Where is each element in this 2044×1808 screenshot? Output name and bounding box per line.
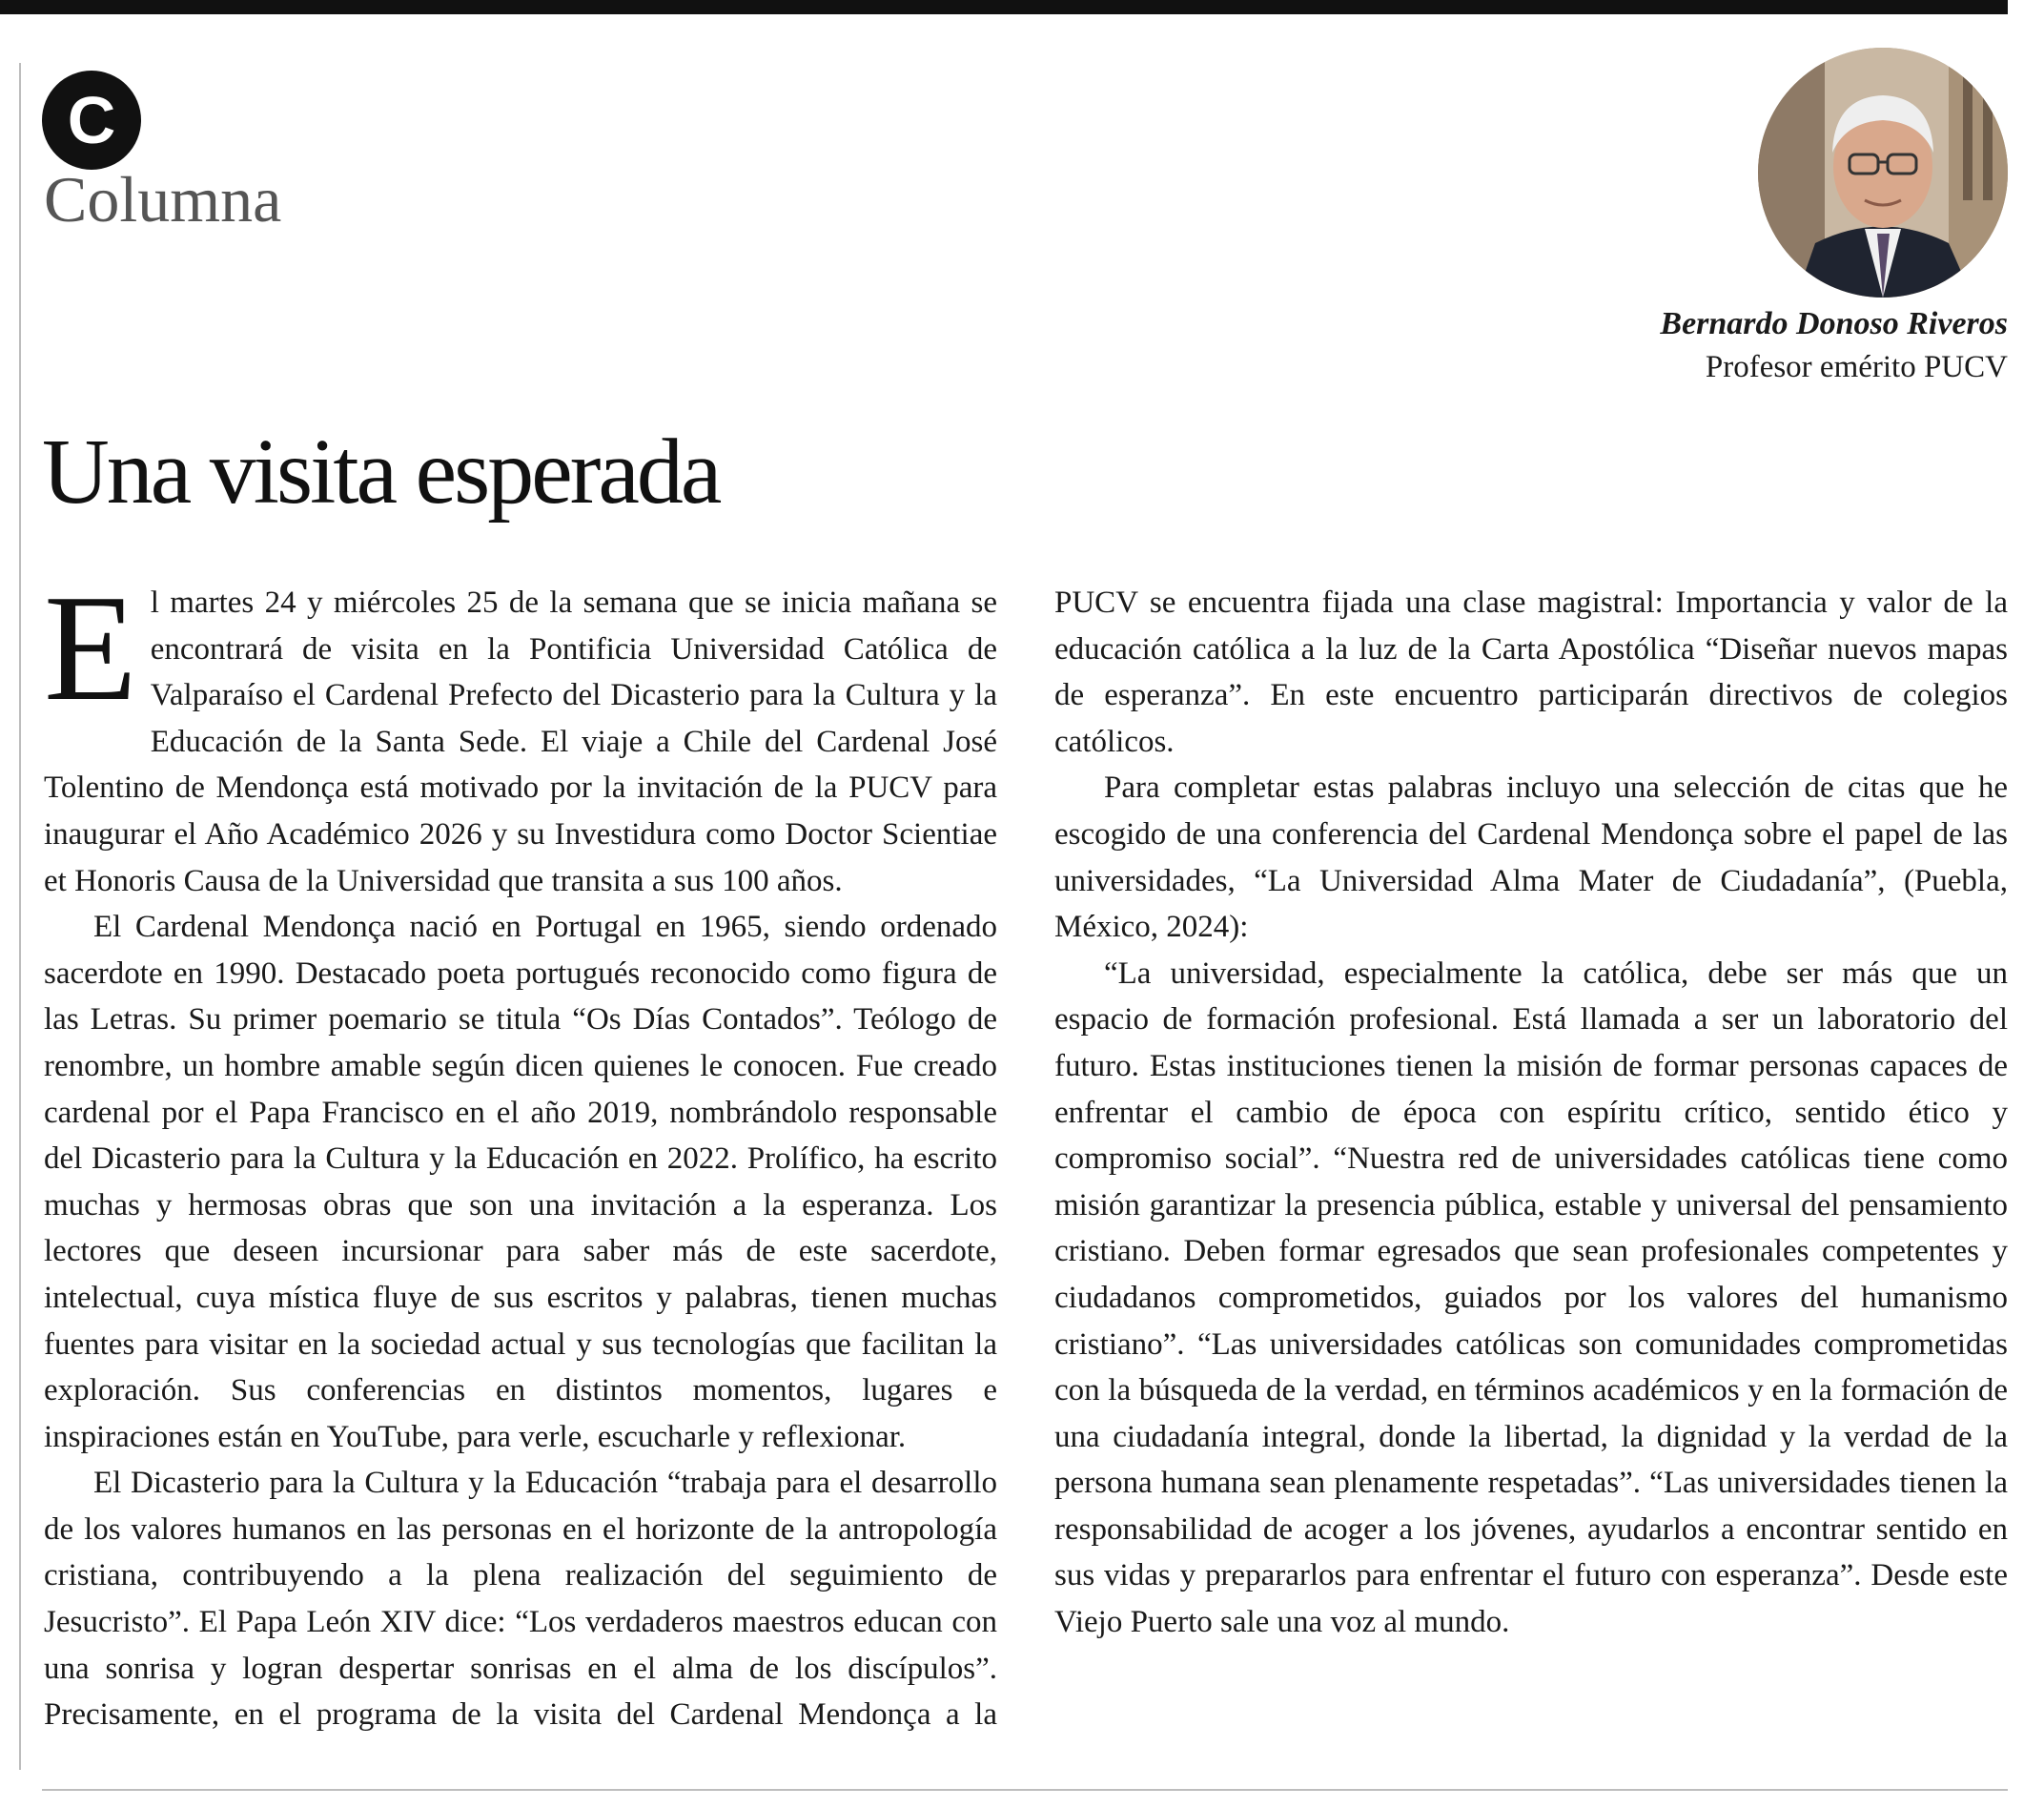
author-portrait-icon [1758, 48, 2008, 298]
author-byline [1660, 303, 2008, 389]
author-role: Profesor emérito PUCV [1705, 350, 2008, 385]
article-paragraph-5: “La universidad, especialmente la católica, debe ser más que un espacio de formación profesional. Está llamada a ser un laboratorio del futuro. Estas instituciones tienen la misión de formar personas capaces de enfrentar el cambio de época con espíritu crítico, sentido ético y compromiso social”. “Nuestra red de universidades católicas tiene como misión garantizar la presencia pública, estable y universal del pensamiento cristiano. Deben formar egresados que sean profesionales competentes y ciudadanos comprometidos, guiados por los valores del humanismo cristiano”. “Las universidades católicas son comunidades comprometidas con la búsqueda de la verdad, en términos académicos y en la formación de una ciudadanía integral, donde la libertad, la dignidad y la verdad de la persona humana sean plenamente respetadas”. “Las universidades tienen la responsabilidad de acoger a los jóvenes, ayudarlos a encontrar sentido en sus vidas y prepararlos para enfrentar el futuro con esperanza”. Desde este Viejo Puerto sale una voz al mundo. [1054, 955, 2008, 1640]
article-paragraph-1 [44, 563, 997, 904]
left-column-rule [19, 63, 21, 1770]
paragraph-text: l martes 24 y miércoles 25 de la semana que se inicia mañana se encontrará de visita en la Pontificia Universidad Católica de Valparaíso el Cardenal Prefecto del Dicasterio para la Cultura y la Educación de la Santa Sede. El viaje a Chile del Cardenal José Tolentino de Mendonça está motivado por la invitación de la PUCV para inaugurar el Año Académico 2026 y su Investidura como Doctor Scientiae et Honoris Causa de la Universidad que transita a sus 100 años. [44, 586, 997, 898]
section-badge-icon [42, 71, 141, 170]
article-body [44, 563, 2008, 1781]
article-paragraph-4: Para completar estas palabras incluyo una selección de citas que he escogido de una conferencia del Cardenal Mendonça sobre el papel de las universidades, “La Universidad Alma Mater de Ciudadanía”, (Puebla, México, 2024): [1054, 770, 2008, 945]
section-badge-letter: C [67, 83, 116, 157]
section-label: Columna [44, 163, 282, 236]
drop-cap: E [44, 563, 137, 732]
article-headline: Una visita esperada [42, 421, 720, 524]
article-paragraph-3: El Dicasterio para la Cultura y la Educación “trabaja para el desarrollo de los valores humanos en las personas en el horizonte de la antropología cristiana, contribuyendo a la plena realización del seguimiento de Jesucristo”. El Papa León XIV dice: “Los verdaderos maestros educan con una sonrisa y logran despertar sonrisas en el alma de los discípulos”. Precisamente, en el programa de la visita del Cardenal Mendonça a la PUCV se encuentra fijada una clase magistral: Importancia y valor de la educación católica a la luz de la Carta Apostólica “Diseñar nuevos mapas de esperanza”. En este encuentro participarán directivos de colegios católicos. [44, 586, 2008, 1733]
top-rule [0, 0, 2008, 14]
author-name: Bernardo Donoso Riveros [1660, 306, 2008, 341]
article-paragraph-2: El Cardenal Mendonça nació en Portugal en 1965, siendo ordenado sacerdote en 1990. Destacado poeta portugués reconocido como figura de las Letras. Su primer poemario se titula “Os Días Contados”. Teólogo de renombre, un hombre amable según dicen quienes le conocen. Fue creado cardenal por el Papa Francisco en el año 2019, nombrándolo responsable del Dicasterio para la Cultura y la Educación en 2022. Prolífico, ha escrito muchas y hermosas obras que son una invitación a la esperanza. Los lectores que deseen incursionar para saber más de este sacerdote, intelectual, cuya mística fluye de sus escritos y palabras, tienen muchas fuentes para visitar en la sociedad actual y sus tecnologías que facilitan la exploración. Sus conferencias en distintos momentos, lugares e inspiraciones están en YouTube, para verle, escucharle y reflexionar. [44, 910, 997, 1454]
author-photo [1758, 48, 2008, 298]
bottom-rule [42, 1789, 2008, 1791]
